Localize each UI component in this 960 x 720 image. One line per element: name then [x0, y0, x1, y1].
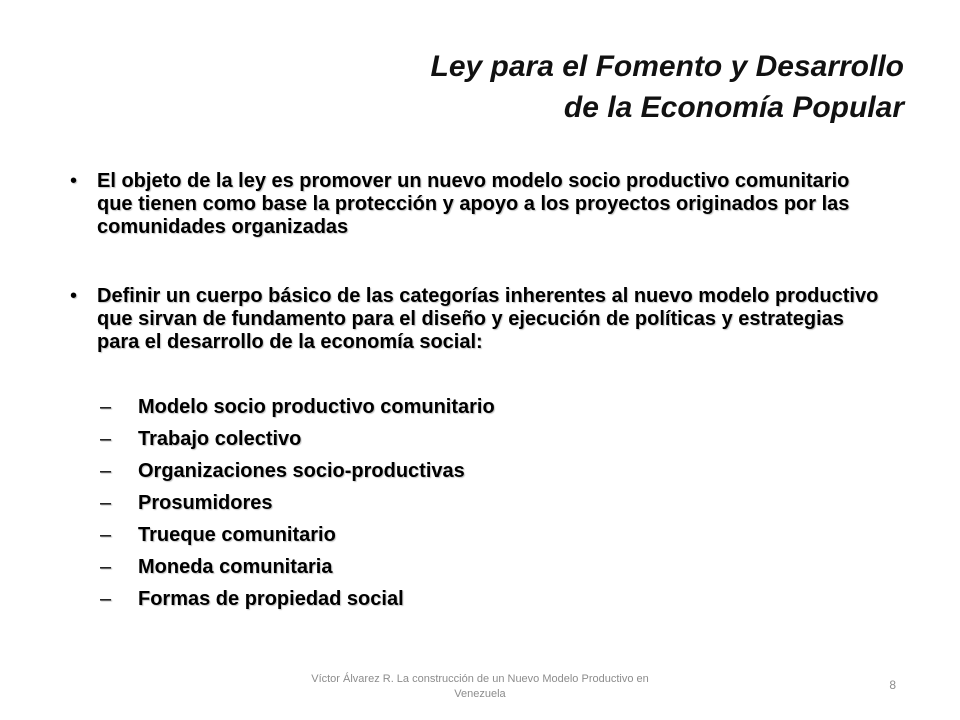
category-item: [100, 391, 890, 423]
title-line-2: de la Economía Popular: [563, 91, 904, 124]
dash-marker: –: [100, 524, 112, 546]
page-number: 8: [889, 678, 896, 692]
slide-footer: Víctor Álvarez R. La construcción de un Nuevo Modelo Productivo en Venezuela: [311, 673, 649, 700]
category-text: Trueque comunitario: [138, 524, 336, 546]
bullet-definir: [70, 285, 890, 354]
category-item: [100, 583, 890, 615]
dash-marker: –: [100, 428, 112, 450]
bullet-objeto: [70, 170, 890, 239]
category-text: Prosumidores: [138, 492, 273, 514]
slide-title: [204, 46, 904, 128]
category-item: [100, 455, 890, 487]
bullet-text: El objeto de la ley es promover un nuevo modelo socio productivo comunitario que tienen como base la protección y apoyo a los proyectos originados por las comunidades organizadas: [97, 170, 850, 238]
slide-body: [70, 170, 890, 615]
dash-marker: –: [100, 460, 112, 482]
category-item: [100, 423, 890, 455]
dash-marker: –: [100, 396, 112, 418]
category-text: Formas de propiedad social: [138, 588, 404, 610]
bullet-text: Definir un cuerpo básico de las categorías inherentes al nuevo modelo productivo que sirvan de fundamento para el diseño y ejecución de políticas y estrategias para el desarrollo de la economía social:: [97, 285, 879, 353]
bullet-marker: •: [70, 285, 78, 307]
title-line-1: Ley para el Fomento y Desarrollo: [430, 50, 904, 83]
category-list: [70, 391, 890, 615]
category-text: Moneda comunitaria: [138, 556, 333, 578]
category-text: Modelo socio productivo comunitario: [138, 396, 495, 418]
category-text: Organizaciones socio-productivas: [138, 460, 465, 482]
dash-marker: –: [100, 588, 112, 610]
category-item: [100, 519, 890, 551]
category-item: [100, 551, 890, 583]
category-item: [100, 487, 890, 519]
category-text: Trabajo colectivo: [138, 428, 302, 450]
dash-marker: –: [100, 492, 112, 514]
bullet-marker: •: [70, 170, 78, 192]
dash-marker: –: [100, 556, 112, 578]
